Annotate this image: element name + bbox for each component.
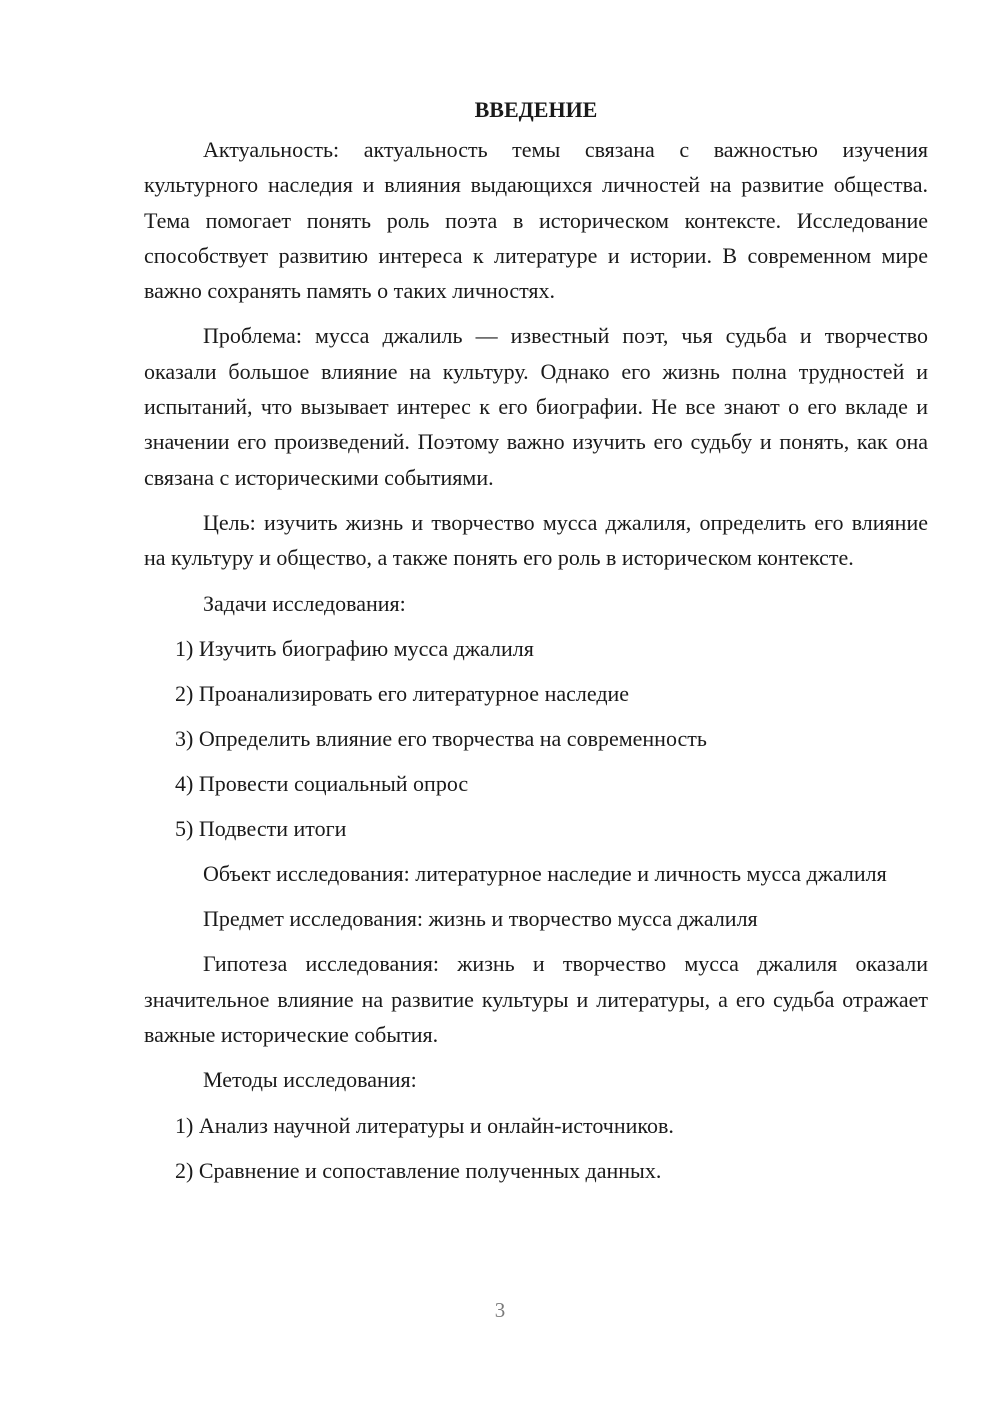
tasks-heading: Задачи исследования: — [203, 590, 406, 616]
method-item: 1) Анализ научной литературы и онлайн-источников. — [175, 1112, 674, 1138]
task-item: 1) Изучить биографию мусса джалиля — [175, 635, 534, 661]
task-item: 3) Определить влияние его творчества на современность — [175, 725, 707, 751]
subject-paragraph: Предмет исследования: жизнь и творчество мусса джалиля — [203, 906, 758, 932]
methods-list — [144, 1108, 928, 1188]
object-paragraph: Объект исследования: литературное наследие и личность мусса джалиля — [203, 860, 887, 886]
goal-paragraph: Цель: изучить жизнь и творчество мусса джалиля, определить его влияние на культуру и общество, а также понять его роль в историческом контексте. — [144, 509, 928, 571]
document-page — [144, 92, 928, 1198]
task-item: 4) Провести социальный опрос — [175, 770, 469, 796]
section-title: ВВЕДЕНИЕ — [474, 97, 598, 122]
methods-heading: Методы исследования: — [203, 1067, 417, 1093]
task-item: 5) Подвести итоги — [175, 815, 347, 841]
method-item: 2) Сравнение и сопоставление полученных данных. — [175, 1157, 662, 1183]
tasks-list — [144, 631, 928, 846]
page-number: 3 — [494, 1298, 506, 1322]
hypothesis-paragraph: Гипотеза исследования: жизнь и творчество мусса джалиля оказали значительное влияние на развитие культуры и литературы, а его судьба отражает важные исторические события. — [144, 951, 928, 1048]
problem-paragraph: Проблема: мусса джалиль — известный поэт, чья судьба и творчество оказали большое влияние на культуру. Однако его жизнь полна трудностей и испытаний, что вызывает интерес к его биографии. Не все знают о его вкладе и значении его произведений. Поэтому важно изучить его судьбу и понять, как она связана с историческими событиями. — [144, 323, 928, 490]
relevance-paragraph: Актуальность: актуальность темы связана с важностью изучения культурного наследия и влияния выдающихся личностей на развитие общества. Тема помогает понять роль поэта в историческом контексте. Исследование способствует развитию интереса к литературе и истории. В современном мире важно сохранять память о таких личностях. — [144, 137, 928, 304]
task-item: 2) Проанализировать его литературное наследие — [175, 680, 630, 706]
